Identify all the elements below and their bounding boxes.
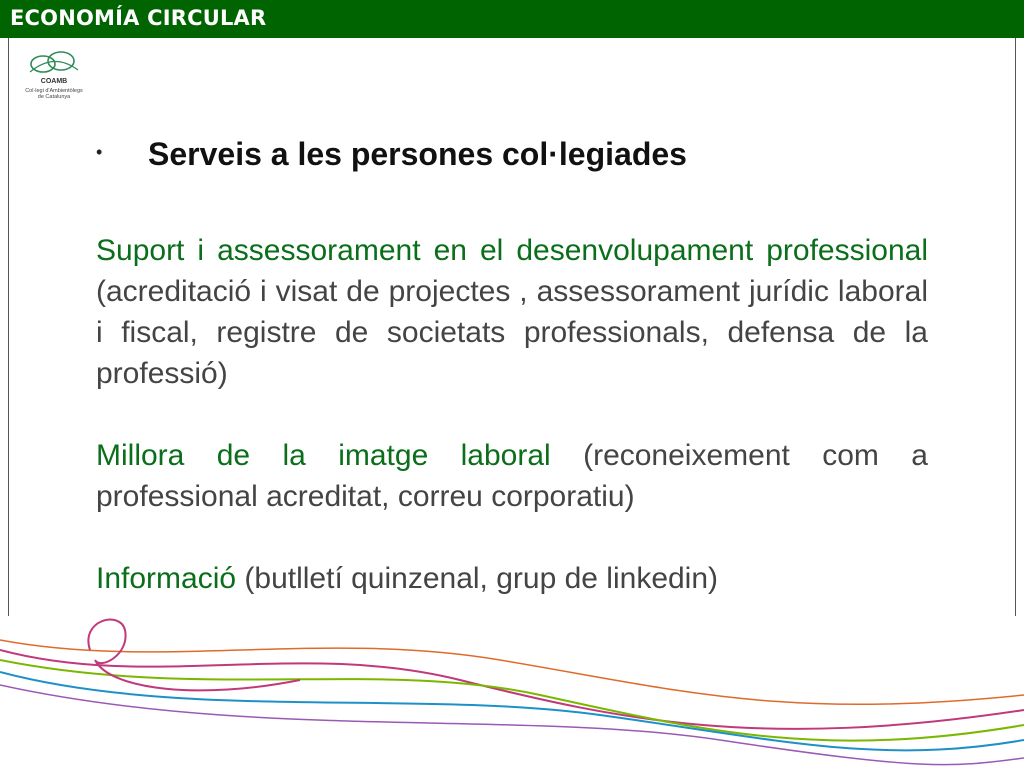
coamb-logo [14, 48, 94, 108]
paragraph-image-improvement [96, 435, 928, 517]
paragraph-detail: (reconeixement com a professional acreditat, correu corporatiu) [96, 439, 928, 513]
decorative-waves [0, 600, 1024, 768]
logo-subtitle [14, 88, 94, 100]
bullet-marker: • [96, 142, 103, 162]
logo-subtitle-line: de Catalunya [37, 94, 71, 100]
paragraph-professional-support [96, 230, 928, 394]
logo-swirl-icon [26, 48, 82, 78]
paragraph-highlight: Informació [96, 562, 237, 595]
header-title: ECONOMÍA CIRCULAR [10, 6, 267, 30]
paragraph-highlight: Millora de la imatge laboral [96, 439, 551, 472]
logo-brand-text: COAMB [40, 78, 68, 85]
paragraph-detail: (acreditació i visat de projectes , assessorament jurídic laboral i fiscal, registre de societats professionals, defensa de la professió) [96, 275, 928, 390]
section-heading: Serveis a les persones col·legiades [148, 136, 687, 172]
paragraph-detail: (butlletí quinzenal, grup de linkedin) [236, 562, 719, 595]
header-bar [0, 0, 1024, 38]
logo-subtitle-line: Col·legi d'Ambientòlegs [25, 88, 83, 94]
paragraph-information [96, 558, 928, 599]
paragraph-highlight: Suport i assessorament en el desenvolupament professional [96, 234, 928, 267]
